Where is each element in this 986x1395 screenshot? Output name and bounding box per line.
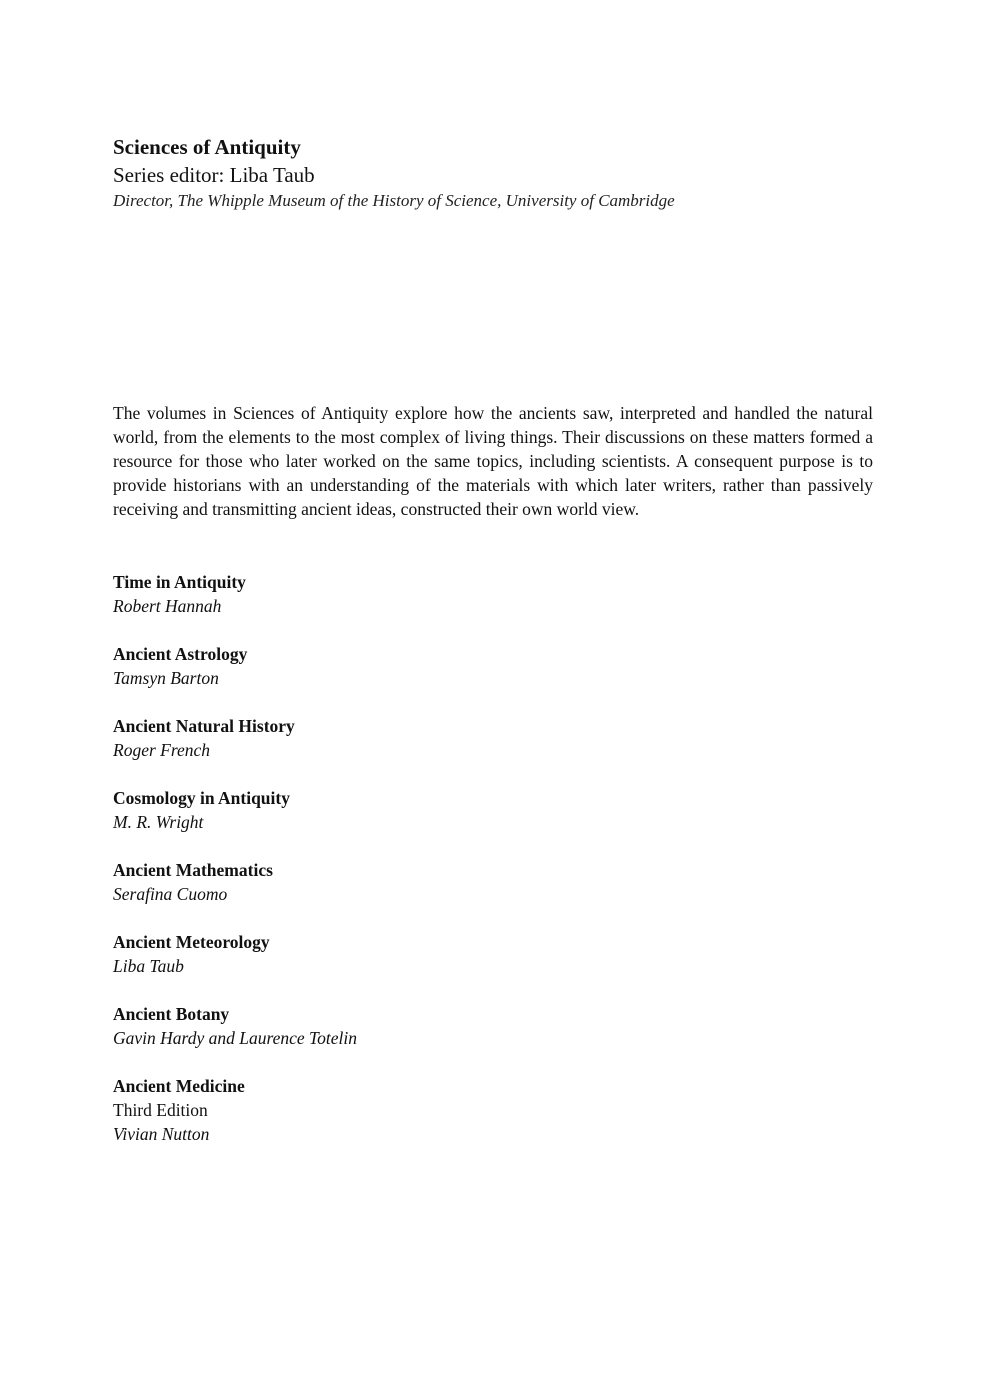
book-title: Cosmology in Antiquity bbox=[113, 788, 290, 808]
book-author: Robert Hannah bbox=[113, 596, 222, 616]
book-entry bbox=[113, 1074, 873, 1146]
book-title: Ancient Medicine bbox=[113, 1076, 245, 1096]
book-author: Liba Taub bbox=[113, 956, 184, 976]
book-edition: Third Edition bbox=[113, 1100, 208, 1120]
book-author: Vivian Nutton bbox=[113, 1124, 210, 1144]
book-title: Ancient Astrology bbox=[113, 644, 248, 664]
book-author: Serafina Cuomo bbox=[113, 884, 228, 904]
series-editor: Series editor: Liba Taub bbox=[113, 163, 315, 187]
book-author: Roger French bbox=[113, 740, 211, 760]
book-author: M. R. Wright bbox=[113, 812, 204, 832]
book-author: Tamsyn Barton bbox=[113, 668, 219, 688]
book-entry bbox=[113, 714, 873, 762]
book-entry bbox=[113, 570, 873, 618]
book-entry bbox=[113, 1002, 873, 1050]
editor-affiliation: Director, The Whipple Museum of the History of Science, University of Cambridge bbox=[113, 191, 675, 210]
series-title: Sciences of Antiquity bbox=[113, 135, 301, 159]
book-entry bbox=[113, 786, 873, 834]
book-title: Ancient Botany bbox=[113, 1004, 230, 1024]
book-title: Ancient Natural History bbox=[113, 716, 295, 736]
book-title: Time in Antiquity bbox=[113, 572, 246, 592]
series-description: The volumes in Sciences of Antiquity explore how the ancients saw, interpreted and handled the natural world, from the elements to the most complex of living things. Their discussions on these matters formed a resource for those who later worked on the same topics, including scientists. A consequent purpose is to provide historians with an understanding of the materials with which later writers, rather than passively receiving and transmitting ancient ideas, constructed their own world view. bbox=[113, 403, 873, 519]
book-entry bbox=[113, 858, 873, 906]
book-list bbox=[113, 570, 873, 1170]
book-entry bbox=[113, 642, 873, 690]
book-author: Gavin Hardy and Laurence Totelin bbox=[113, 1028, 358, 1048]
book-title: Ancient Meteorology bbox=[113, 932, 270, 952]
series-page bbox=[113, 133, 873, 1144]
book-entry bbox=[113, 930, 873, 978]
book-title: Ancient Mathematics bbox=[113, 860, 273, 880]
